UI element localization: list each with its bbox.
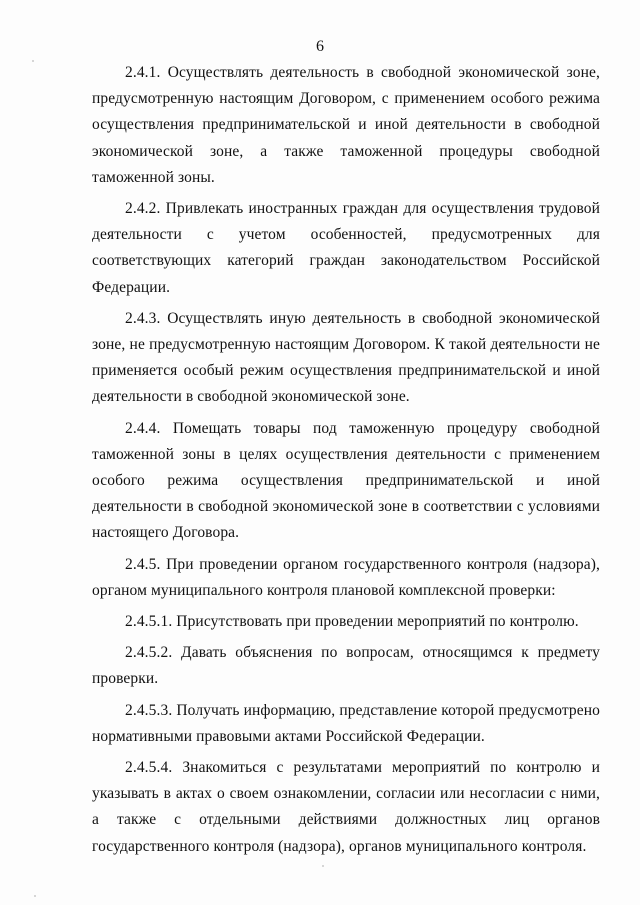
paragraph-2-4-5-4: 2.4.5.4. Знакомиться с результатами мероприятий по контролю и указывать в актах о своем ознакомлении, согласии или несогласии с ними, а также с отдельными действиями должностных лиц органов государственного контроля (надзора), органов муниципального контроля.: [92, 759, 600, 855]
paragraph-2-4-5-2: 2.4.5.2. Давать объяснения по вопросам, относящимся к предмету проверки.: [92, 644, 600, 688]
paragraph-2-4-1: 2.4.1. Осуществлять деятельность в свободной экономической зоне, предусмотренную настоящим Договором, с применением особого режима осуществления предпринимательской и иной деятельности в свободной экономической зоне, а также таможенной процедуры свободной таможенной зоны.: [92, 64, 600, 186]
scan-speck: [322, 865, 324, 867]
paragraph-2-4-3: 2.4.3. Осуществлять иную деятельность в свободной экономической зоне, не предусмотренную настоящим Договором. К такой деятельности не применяется особый режим осуществления предпринимательской и иной деятельности в свободной экономической зоне.: [92, 309, 600, 406]
paragraph-2-4-5-1: 2.4.5.1. Присутствовать при проведении мероприятий по контролю.: [125, 613, 579, 631]
scan-speck: [32, 60, 34, 62]
paragraph-2-4-4: 2.4.4. Помещать товары под таможенную процедуру свободной таможенной зоны в целях осуществления деятельности с применением особого режима осуществления предпринимательской и иной деятельности в свободной экономической зоне в соответствии с условиями настоящего Договора.: [92, 419, 600, 542]
document-body: [92, 60, 600, 865]
page-number: 6: [316, 38, 324, 55]
scan-speck: [34, 895, 36, 897]
paragraph-2-4-5-3: 2.4.5.3. Получать информацию, представление которой предусмотрено нормативными правовыми актами Российской Федерации.: [92, 701, 600, 745]
paragraph-2-4-5: 2.4.5. При проведении органом государственного контроля (надзора), органом муниципального контроля плановой комплексной проверки:: [92, 555, 600, 599]
paragraph-2-4-2: 2.4.2. Привлекать иностранных граждан для осуществления трудовой деятельности с учетом особенностей, предусмотренных для соответствующих категорий граждан законодательством Российской Федерации.: [92, 200, 600, 296]
